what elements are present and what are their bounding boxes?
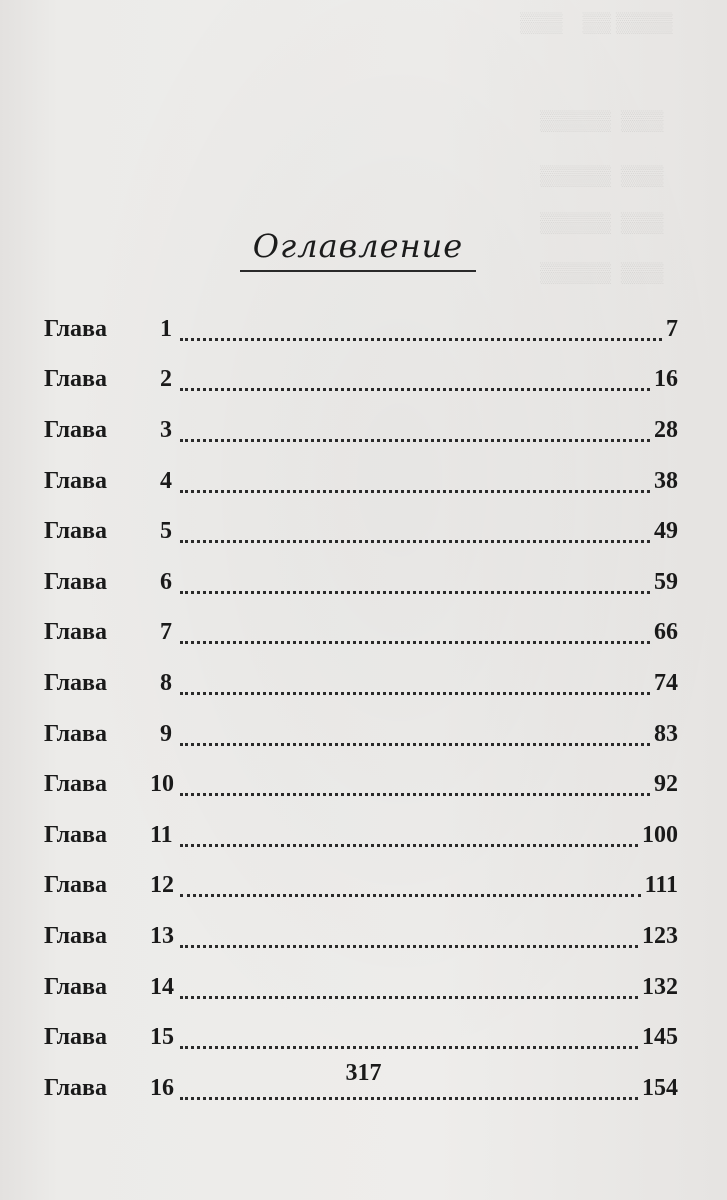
toc-entry (44, 506, 678, 557)
dot-leader (180, 820, 638, 847)
chapter-label: Глава (44, 1074, 107, 1101)
chapter-label: Глава (44, 315, 107, 342)
chapter-number: 10 (150, 771, 174, 798)
toc-entry (44, 810, 678, 861)
chapter-number: 2 (160, 366, 172, 393)
show-through-text: ▒▒▒ ▒▒▒▒▒ (540, 165, 664, 187)
chapter-page-number: 66 (654, 619, 678, 646)
chapter-label: Глава (44, 720, 107, 747)
dot-leader (180, 870, 641, 897)
chapter-number: 7 (160, 619, 172, 646)
show-through-text: ▒▒▒ ▒▒▒▒▒ (540, 262, 664, 284)
dot-leader (180, 415, 650, 442)
dot-leader (180, 1022, 638, 1049)
chapter-page-number: 38 (654, 467, 678, 494)
chapter-page-number: 145 (642, 1024, 678, 1051)
chapter-label: Глава (44, 771, 107, 798)
chapter-number: 4 (160, 467, 172, 494)
dot-leader (180, 668, 650, 695)
chapter-label: Глава (44, 366, 107, 393)
chapter-label: Глава (44, 872, 107, 899)
toc-entry (44, 304, 678, 355)
chapter-number: 14 (150, 973, 174, 1000)
page-number: 317 (345, 1060, 382, 1086)
chapter-page-number: 59 (654, 568, 678, 595)
chapter-number: 3 (160, 416, 172, 443)
chapter-label: Глава (44, 416, 107, 443)
chapter-label: Глава (44, 669, 107, 696)
toc-entry (44, 456, 678, 507)
chapter-number: 9 (160, 720, 172, 747)
toc-entry (44, 911, 678, 962)
title-underline (240, 270, 476, 272)
chapter-label: Глава (44, 1024, 107, 1051)
chapter-page-number: 49 (654, 518, 678, 545)
chapter-page-number: 123 (642, 922, 678, 949)
chapter-label: Глава (44, 821, 107, 848)
table-of-contents (44, 304, 678, 1114)
show-through-text: ▒▒▒ ▒▒▒▒▒ (540, 110, 664, 132)
toc-entry (44, 557, 678, 608)
dot-leader (180, 972, 638, 999)
chapter-page-number: 92 (654, 771, 678, 798)
chapter-label: Глава (44, 518, 107, 545)
chapter-number: 11 (150, 821, 173, 848)
chapter-page-number: 111 (644, 872, 678, 899)
chapter-page-number: 83 (654, 720, 678, 747)
chapter-page-number: 74 (654, 669, 678, 696)
show-through-text: ▒▒▒ ▒▒▒▒▒ (540, 212, 664, 234)
toc-entry (44, 355, 678, 406)
show-through-text: ▒▒▒▒ ▒▒ ▒▒▒ (520, 12, 673, 34)
toc-entry (44, 861, 678, 912)
chapter-label: Глава (44, 922, 107, 949)
chapter-label: Глава (44, 973, 107, 1000)
dot-leader (180, 466, 650, 493)
chapter-label: Глава (44, 568, 107, 595)
dot-leader (180, 314, 662, 341)
chapter-number: 16 (150, 1074, 174, 1101)
toc-entry (44, 608, 678, 659)
chapter-number: 5 (160, 518, 172, 545)
dot-leader (180, 516, 650, 543)
toc-entry (44, 405, 678, 456)
dot-leader (180, 567, 650, 594)
dot-leader (180, 769, 650, 796)
toc-entry (44, 1012, 678, 1063)
chapter-page-number: 7 (666, 315, 678, 342)
chapter-page-number: 28 (654, 416, 678, 443)
toc-title: Оглавление (252, 227, 464, 265)
chapter-number: 1 (160, 315, 172, 342)
chapter-label: Глава (44, 467, 107, 494)
chapter-number: 15 (150, 1024, 174, 1051)
toc-entry (44, 962, 678, 1013)
chapter-page-number: 100 (642, 821, 678, 848)
chapter-number: 6 (160, 568, 172, 595)
dot-leader (180, 617, 650, 644)
toc-heading (240, 226, 476, 272)
toc-entry (44, 658, 678, 709)
chapter-label: Глава (44, 619, 107, 646)
chapter-number: 13 (150, 922, 174, 949)
toc-entry (44, 709, 678, 760)
chapter-number: 12 (150, 872, 174, 899)
toc-entry (44, 759, 678, 810)
dot-leader (180, 921, 638, 948)
chapter-page-number: 154 (642, 1074, 678, 1101)
chapter-number: 8 (160, 669, 172, 696)
chapter-page-number: 16 (654, 366, 678, 393)
chapter-page-number: 132 (642, 973, 678, 1000)
dot-leader (180, 364, 650, 391)
dot-leader (180, 719, 650, 746)
